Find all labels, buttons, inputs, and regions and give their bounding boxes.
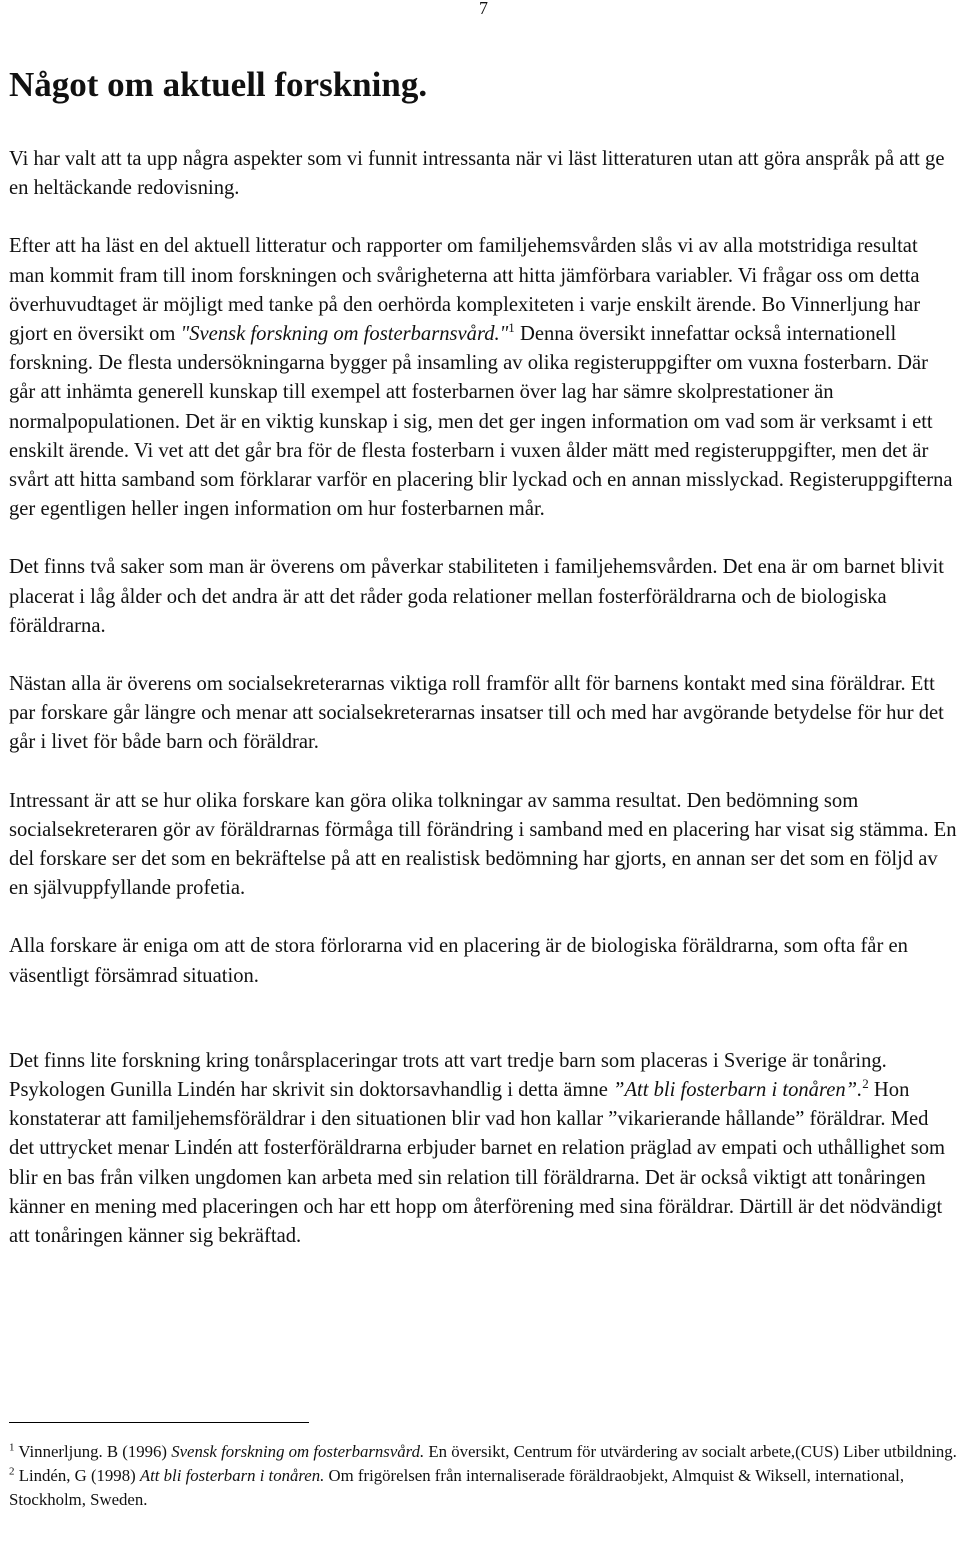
intro-paragraph: Vi har valt att ta upp några aspekter som vi funnit intressanta när vi läst litteraturen utan att göra anspråk på att ge en heltäckande redovisning. xyxy=(9,148,945,200)
footnote-text: En översikt, Centrum för utvärdering av socialt arbete,(CUS) Liber utbildning. xyxy=(424,1442,957,1461)
paragraph-stability: Det finns två saker som man är överens om påverkar stabiliteten i familjehemsvården. Det ena är om barnet blivit placerat i låg ålder och det andra är att det råder goda relationer mellan fosterföräldrarna och de biologiska föräldrarna. xyxy=(9,556,944,637)
footnote-number: 2 xyxy=(9,1465,15,1478)
page-heading: Något om aktuell forskning. xyxy=(9,65,428,104)
footnote-title: Att bli fosterbarn i tonåren. xyxy=(139,1466,325,1485)
footnote-text: Lindén, G (1998) xyxy=(18,1466,140,1485)
paragraph-teen-placements xyxy=(9,1047,957,1251)
page-number: 7 xyxy=(479,0,488,18)
footnotes xyxy=(9,1440,957,1512)
footnote-title: Svensk forskning om fosterbarnsvård. xyxy=(171,1442,425,1461)
paragraph-text: Denna översikt innefattar också internationell forskning. De flesta undersökningarna bygger på insamling av olika registeruppgifter om vuxna fosterbarn. Där går att inhämta generell kunskap till exempel att fosterbarnen över lag har sämre skolprestationer än normalpopulationen. Det är en viktig kunskap i sig, men det ger ingen information om vad som är verksamt i ett enskilt ärende. Vi vet att det går bra för de flesta fosterbarn i vuxen ålder mätt med registeruppgifter, men det är svårt att hitta samband som förklarar varför en placering blir lyckad och en annan misslyckad. Registeruppgifterna ger egentligen heller ingen information om hur fosterbarnen mår. xyxy=(9,323,953,521)
footnote-2 xyxy=(9,1464,957,1512)
paragraph-interpretations: Intressant är att se hur olika forskare kan göra olika tolkningar av samma resultat. Den bedömning som socialsekreteraren gör av föräldrarnas förmåga till förändring i samband med en placering har visat sig stämma. En del forskare ser det som en bekräftelse på att en realistisk bedömning har gjorts, en annan ser det som en följd av en självuppfyllande profetia. xyxy=(9,789,957,900)
footnote-ref[interactable]: 1 xyxy=(508,320,515,336)
footnote-text: Vinnerljung. B (1996) xyxy=(18,1442,172,1461)
cited-title: ”Att bli fosterbarn i tonåren”. xyxy=(613,1079,863,1102)
footnote-text: Om frigörelsen från internaliserade föräldraobjekt, Almquist & Wiksell, international, Stockholm, Sweden. xyxy=(9,1466,905,1509)
paragraph-text: Det finns lite forskning kring tonårsplaceringar trots att vart tredje barn som placeras i Sverige är tonåring. Psykologen Gunilla Lindén har skrivit sin doktorsavhandlig i detta ämne xyxy=(9,1049,887,1102)
footnote-number: 1 xyxy=(9,1441,15,1454)
footnote-ref[interactable]: 2 xyxy=(862,1076,869,1092)
cited-title: "Svensk forskning om fosterbarnsvård." xyxy=(180,323,509,346)
paragraph-research-overview xyxy=(9,232,957,524)
footnote-1 xyxy=(9,1440,957,1464)
footnote-divider xyxy=(9,1422,309,1423)
paragraph-biological-parents: Alla forskare är eniga om att de stora förlorarna vid en placering är de biologiska föräldrarna, som ofta får en väsentligt försämrad situation. xyxy=(9,935,908,987)
paragraph-text: Hon konstaterar att familjehemsföräldrar i den situationen blir vad hon kallar ”vikarierande hållande” föräldrar. Med det uttrycket menar Lindén att fosterföräldrarna erbjuder barnet en relation präglad av empati och uthållighet som blir en bas från vilken ungdomen kan arbeta med sin relation till föräldrarna. Det är också viktigt att tonåringen känner en mening med placeringen och har ett hopp om återförening med sina föräldrar. Därtill är det nödvändigt att tonåringen känner sig bekräftad. xyxy=(9,1079,946,1248)
body-text xyxy=(9,145,957,1251)
paragraph-text: Efter att ha läst en del aktuell litteratur och rapporter om familjehemsvården slås vi av alla motstridiga resultat man kommit fram till inom forskningen och svårigheterna att hitta jämförbara variabler. Vi frågar oss om detta överhuvudtaget är möjligt med tanke på den oerhörda komplexiteten i varje enskilt ärende. Bo Vinnerljung har gjort en översikt om xyxy=(9,235,921,346)
paragraph-social-workers: Nästan alla är överens om socialsekreterarnas viktiga roll framför allt för barnens kontakt med sina föräldrar. Ett par forskare går längre och menar att socialsekreterarnas insatser till och med har avgörande betydelse för hur det går i livet för både barn och föräldrar. xyxy=(9,673,944,754)
